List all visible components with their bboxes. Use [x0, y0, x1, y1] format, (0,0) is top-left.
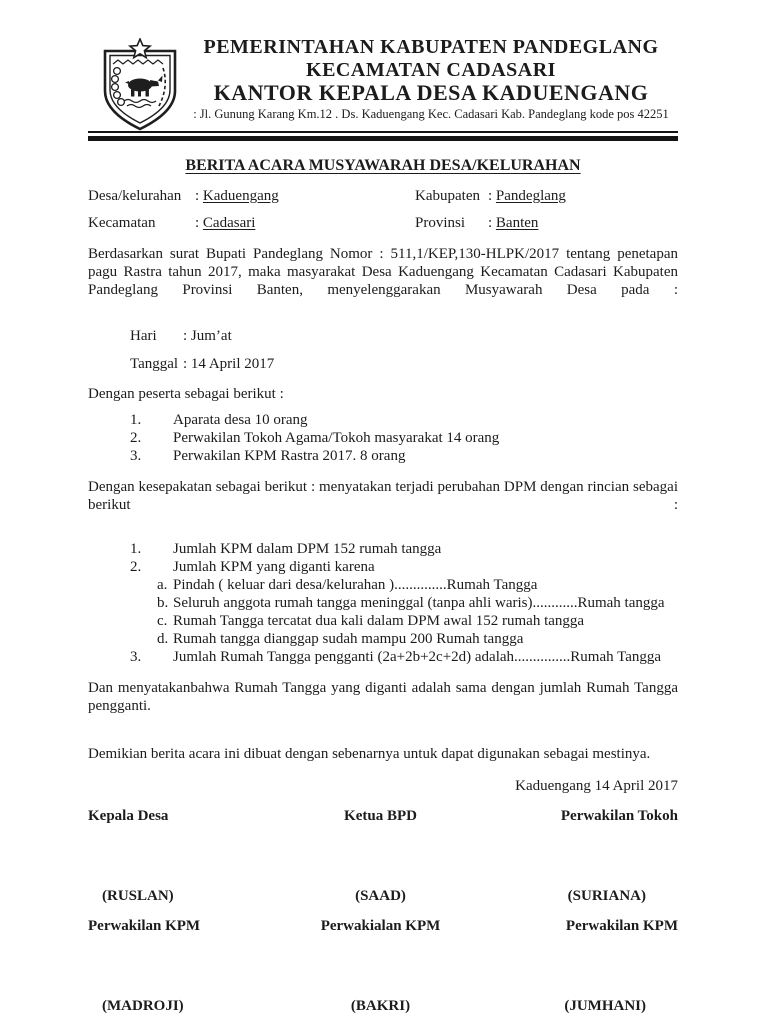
field-section	[88, 187, 678, 232]
list-item	[88, 429, 678, 447]
list-item	[88, 411, 678, 429]
schedule-hari	[130, 327, 678, 345]
list-item	[88, 540, 678, 558]
field-provinsi	[415, 214, 538, 232]
item-text: Pindah ( keluar dari desa/kelurahan )..............Rumah Tangga	[173, 577, 538, 593]
item-text: Jumlah Rumah Tangga pengganti (2a+2b+2c+2d) adalah...............Rumah Tangga	[173, 649, 662, 665]
item-text: Jumlah KPM dalam DPM 152 rumah tangga	[173, 541, 442, 557]
schedule-tanggal	[130, 355, 678, 373]
field-provinsi-value: Banten	[495, 215, 539, 231]
field-provinsi-label: Provinsi	[415, 215, 466, 231]
item-letter: b.	[157, 595, 169, 611]
signature-role: Ketua BPD	[344, 808, 417, 824]
field-kecamatan-value: Cadasari	[202, 215, 256, 231]
field-desa-label: Desa/kelurahan	[88, 188, 182, 204]
signature-name: (SAAD)	[355, 888, 406, 904]
field-kabupaten-sep: :	[488, 188, 493, 204]
signature-role: Perwakilan KPM	[88, 918, 201, 934]
letterhead-address: : Jl. Gunung Karang Km.12 . Ds. Kaduengang Kec. Cadasari Kab. Pandeglang kode pos 42251	[193, 107, 669, 121]
list-subitem	[88, 630, 678, 648]
list-item	[88, 558, 678, 576]
pandeglang-coat-of-arms-logo	[98, 38, 182, 132]
item-text: Perwakilan KPM Rastra 2017. 8 orang	[173, 448, 406, 464]
letterhead-double-rule	[88, 131, 678, 141]
signature-role: Kepala Desa	[88, 808, 169, 824]
field-desa	[88, 187, 415, 205]
item-number: 3.	[130, 649, 142, 665]
field-provinsi-sep: :	[488, 215, 493, 231]
tanggal-value: : 14 April 2017	[183, 356, 275, 372]
field-kecamatan-sep: :	[195, 215, 200, 231]
signature-role: Perwakilan KPM	[565, 918, 678, 934]
field-kabupaten-label: Kabupaten	[415, 188, 480, 204]
tanggal-label: Tanggal	[130, 356, 179, 372]
item-letter: c.	[157, 613, 168, 629]
signature-names-row-2	[88, 997, 678, 1015]
field-kabupaten-value: Pandeglang	[495, 188, 566, 204]
field-kecamatan	[88, 214, 415, 232]
item-text: Aparata desa 10 orang	[173, 412, 308, 428]
closing-paragraph-1: Dan menyatakanbahwa Rumah Tangga yang diganti adalah sama dengan jumlah Rumah Tangga pengganti.	[88, 680, 678, 714]
signature-name: (RUSLAN)	[102, 888, 174, 904]
item-number: 1.	[130, 541, 142, 557]
item-letter: d.	[157, 631, 169, 647]
list-subitem	[88, 594, 678, 612]
document-title: BERITA ACARA MUSYAWARAH DESA/KELURAHAN	[185, 157, 581, 174]
participants-list	[88, 411, 678, 465]
list-item	[88, 447, 678, 465]
signature-name: (BAKRI)	[350, 998, 411, 1014]
signature-names-row-1	[88, 887, 678, 905]
item-letter: a.	[157, 577, 168, 593]
field-row-1	[88, 187, 678, 205]
letterhead-line1: PEMERINTAHAN KABUPATEN PANDEGLANG	[203, 36, 659, 58]
field-desa-value: Kaduengang	[202, 188, 279, 204]
dateline: Kaduengang 14 April 2017	[515, 778, 678, 794]
hari-label: Hari	[130, 328, 157, 344]
agreement-heading: Dengan kesepakatan sebagai berikut : menyatakan terjadi perubahan DPM dengan rincian sebagai berikut :	[88, 479, 678, 513]
closing-paragraph-2: Demikian berita acara ini dibuat dengan sebenarnya untuk dapat digunakan sebagai mestinya.	[88, 746, 651, 762]
item-text: Rumah Tangga tercatat dua kali dalam DPM awal 152 rumah tangga	[173, 613, 585, 629]
signature-role: Perwakialan KPM	[320, 918, 441, 934]
signature-roles-row-2	[88, 917, 678, 935]
signature-name: (SURIANA)	[567, 888, 646, 904]
field-desa-sep: :	[195, 188, 200, 204]
item-text: Perwakilan Tokoh Agama/Tokoh masyarakat 14 orang	[173, 430, 500, 446]
field-row-2	[88, 214, 678, 232]
signature-roles-row-1	[88, 807, 678, 825]
list-item	[88, 648, 678, 666]
item-text: Seluruh anggota rumah tangga meninggal (tanpa ahli waris)............Rumah tangga	[173, 595, 665, 611]
field-kecamatan-label: Kecamatan	[88, 215, 156, 231]
participants-heading: Dengan peserta sebagai berikut :	[88, 386, 284, 402]
item-number: 2.	[130, 430, 142, 446]
letterhead-rule-wrap	[0, 131, 768, 141]
item-number: 2.	[130, 559, 142, 575]
letterhead-line2: KECAMATAN CADASARI	[306, 59, 556, 81]
letterhead-text	[184, 36, 678, 122]
item-number: 3.	[130, 448, 142, 464]
letterhead	[0, 0, 768, 130]
letterhead-line3: KANTOR KEPALA DESA KADUENGANG	[213, 80, 649, 105]
signature-name: (MADROJI)	[102, 998, 184, 1014]
item-number: 1.	[130, 412, 142, 428]
list-subitem	[88, 576, 678, 594]
intro-paragraph: Berdasarkan surat Bupati Pandeglang Nomor : 511,1/KEP,130-HLPK/2017 tentang penetapan pagu Rastra tahun 2017, maka masyarakat Desa Kaduengang Kecamatan Cadasari Kabupaten Pandeglang Provinsi Banten, menyelenggarakan Musyawarah Desa pada :	[88, 246, 678, 298]
hari-value: : Jum’at	[183, 328, 232, 344]
signature-name: (JUMHANI)	[564, 998, 646, 1014]
agreement-list	[88, 540, 678, 666]
signature-role: Perwakilan Tokoh	[560, 808, 678, 824]
field-kabupaten	[415, 187, 566, 205]
item-text: Jumlah KPM yang diganti karena	[173, 559, 375, 575]
list-subitem	[88, 612, 678, 630]
item-text: Rumah tangga dianggap sudah mampu 200 Rumah tangga	[173, 631, 524, 647]
